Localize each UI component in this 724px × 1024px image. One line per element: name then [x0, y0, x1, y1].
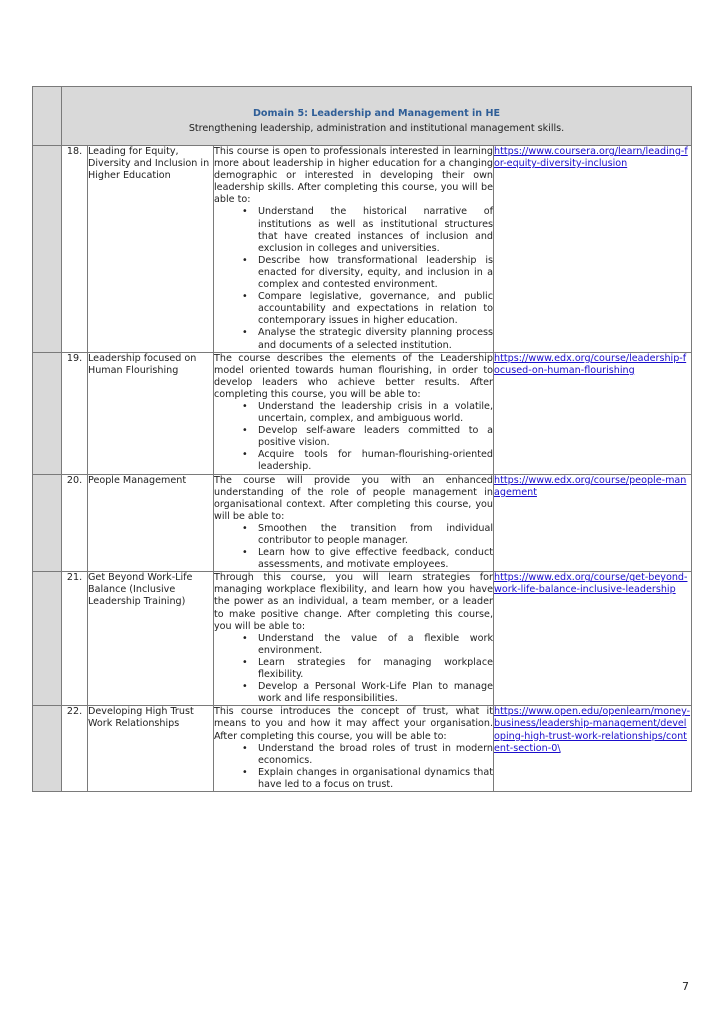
left-margin-cell — [33, 87, 62, 146]
domain-header — [62, 87, 692, 146]
course-link-cell — [494, 572, 692, 706]
learning-outcome: • Develop self-aware leaders committed to a positive vision. — [258, 425, 493, 449]
course-description: The course will provide you with an enhanced understanding of the role of people management in organisational context. After completing this course, you will be able to: — [214, 474, 493, 522]
learning-outcomes-list — [214, 523, 493, 571]
domain-title: Domain 5: Leadership and Management in HE — [252, 108, 501, 119]
learning-outcomes-list — [214, 401, 493, 474]
learning-outcomes-list — [214, 206, 493, 351]
row-margin-cell — [33, 572, 62, 706]
table-row — [33, 474, 692, 572]
course-link-cell — [494, 146, 692, 353]
course-link[interactable]: https://www.open.edu/openlearn/money-business/leadership-management/developing-high-trust-work-relationships/content-section-0\ — [494, 706, 691, 754]
learning-outcome: • Analyse the strategic diversity planning process and documents of a selected institution. — [258, 327, 493, 351]
course-title: Developing High Trust Work Relationships — [88, 706, 214, 792]
row-margin-cell — [33, 352, 62, 474]
learning-outcome: • Understand the leadership crisis in a volatile, uncertain, complex, and ambiguous world. — [258, 401, 493, 425]
course-title: Leadership focused on Human Flourishing — [88, 352, 214, 474]
course-number: 18. — [62, 146, 88, 353]
learning-outcome: • Acquire tools for human-flourishing-oriented leadership. — [258, 449, 493, 473]
domain-header-row — [33, 87, 692, 146]
table-row — [33, 352, 692, 474]
course-description: Through this course, you will learn strategies for managing workplace flexibility, and learn how you have the power as an individual, a team member, or a leader to make positive change. After completing this course, you will be able to: — [214, 572, 493, 632]
course-title: Get Beyond Work-Life Balance (Inclusive Leadership Training) — [88, 572, 214, 706]
learning-outcomes-list — [214, 633, 493, 706]
course-description-cell — [214, 706, 494, 792]
page-number: 7 — [682, 980, 689, 993]
learning-outcome: • Describe how transformational leadership is enacted for diversity, equity, and inclusion in a complex and contested environment. — [258, 255, 493, 291]
table-row — [33, 706, 692, 792]
learning-outcome: • Understand the broad roles of trust in modern economics. — [258, 743, 493, 767]
learning-outcome: • Understand the value of a flexible work environment. — [258, 633, 493, 657]
learning-outcome: • Smoothen the transition from individual contributor to people manager. — [258, 523, 493, 547]
row-margin-cell — [33, 474, 62, 572]
course-title: People Management — [88, 474, 214, 572]
course-link[interactable]: https://www.edx.org/course/get-beyond-work-life-balance-inclusive-leadership — [494, 572, 688, 596]
learning-outcome: • Compare legislative, governance, and public accountability and expectations in relation to contemporary issues in higher education. — [258, 291, 493, 327]
course-description-cell — [214, 146, 494, 353]
course-description: This course is open to professionals interested in learning more about leadership in higher education for a changing demographic or interested in developing their own leadership skills. After completing this course, you will be able to: — [214, 146, 493, 206]
learning-outcome: • Develop a Personal Work-Life Plan to manage work and life responsibilities. — [258, 681, 493, 705]
course-number: 19. — [62, 352, 88, 474]
course-link-cell — [494, 706, 692, 792]
course-description-cell — [214, 474, 494, 572]
learning-outcome: • Learn strategies for managing workplace flexibility. — [258, 657, 493, 681]
course-title: Leading for Equity, Diversity and Inclusion in Higher Education — [88, 146, 214, 353]
course-description: The course describes the elements of the Leadership model oriented towards human flourishing, in order to develop leaders who achieve better results. After completing this course, you will be able to: — [214, 352, 493, 400]
learning-outcome: • Understand the historical narrative of institutions as well as institutional structures that have created instances of inclusion and exclusion in colleges and universities. — [258, 206, 493, 254]
course-description-cell — [214, 572, 494, 706]
course-description-cell — [214, 352, 494, 474]
course-number: 21. — [62, 572, 88, 706]
row-margin-cell — [33, 706, 62, 792]
domain-subtitle: Strengthening leadership, administration and institutional management skills. — [188, 123, 565, 135]
course-number: 20. — [62, 474, 88, 572]
course-link[interactable]: https://www.edx.org/course/people-management — [494, 474, 687, 498]
learning-outcome: • Explain changes in organisational dynamics that have led to a focus on trust. — [258, 767, 493, 791]
course-link[interactable]: https://www.coursera.org/learn/leading-for-equity-diversity-inclusion — [494, 146, 688, 170]
course-link-cell — [494, 352, 692, 474]
row-margin-cell — [33, 146, 62, 353]
table-row — [33, 572, 692, 706]
courses-table — [32, 86, 692, 792]
learning-outcomes-list — [214, 743, 493, 791]
course-link-cell — [494, 474, 692, 572]
table-row — [33, 146, 692, 353]
course-number: 22. — [62, 706, 88, 792]
course-link[interactable]: https://www.edx.org/course/leadership-focused-on-human-flourishing — [494, 352, 687, 376]
learning-outcome: • Learn how to give effective feedback, conduct assessments, and motivate employees. — [258, 547, 493, 571]
course-description: This course introduces the concept of trust, what it means to you and how it may affect your organisation. After completing this course, you will be able to: — [214, 706, 493, 742]
